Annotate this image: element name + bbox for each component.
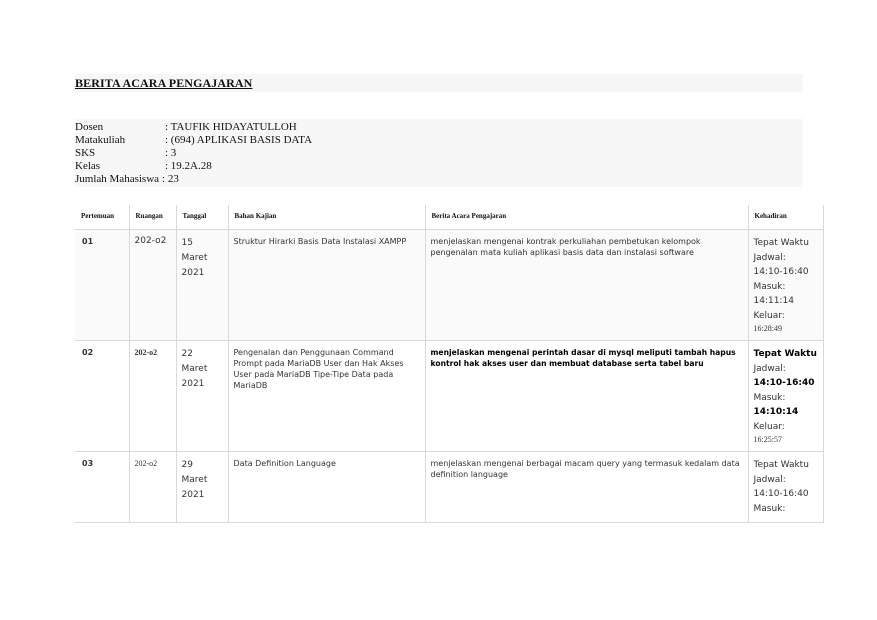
info-row-kelas — [75, 160, 312, 173]
cell-ruangan: 202-o2 — [129, 452, 176, 523]
matakuliah-value: : (694) APLIKASI BASIS DATA — [165, 134, 313, 146]
cell-kehadiran — [748, 452, 823, 523]
cell-berita-acara: menjelaskan mengenai kontrak perkuliahan pembetukan kelompok pengenalan mata kuliah aplikasi basis data dan instalasi software — [425, 230, 748, 341]
matakuliah-label: Matakuliah — [75, 134, 126, 146]
kehadiran-jadwal: 14:10-16:40 — [753, 489, 809, 499]
dosen-label: Dosen — [75, 121, 104, 133]
table-row — [75, 452, 823, 523]
tanggal-year: 2021 — [181, 490, 205, 500]
jumlah-label: Jumlah Mahasiswa — [75, 173, 160, 185]
cell-tanggal — [176, 230, 228, 341]
cell-ruangan: 202-o2 — [129, 230, 176, 341]
cell-tanggal — [176, 452, 228, 523]
tanggal-day: 29 — [181, 460, 193, 470]
table-row — [75, 230, 823, 341]
tanggal-month: Maret — [181, 253, 208, 263]
page-title: BERITA ACARA PENGAJARAN — [75, 76, 253, 90]
cell-pertemuan: 03 — [75, 452, 129, 523]
tanggal-day: 22 — [181, 349, 193, 359]
cell-berita-acara: menjelaskan mengenai berbagai macam query yang termasuk kedalam data definition language — [425, 452, 748, 523]
tanggal-year: 2021 — [181, 268, 205, 278]
kehadiran-jadwal-label: Jadwal: — [753, 252, 786, 263]
kehadiran-keluar-label: Keluar: — [753, 421, 785, 432]
kehadiran-jadwal: 14:10-16:40 — [753, 378, 815, 388]
cell-ruangan: 202-o2 — [129, 341, 176, 452]
table-header-row — [75, 205, 823, 230]
kehadiran-jadwal-label: Jadwal: — [753, 474, 786, 485]
cell-bahan-kajian: Pengenalan dan Penggunaan Command Prompt pada MariaDB User dan Hak Akses User pada MariaDB Tipe-Tipe Data pada MariaDB — [228, 341, 425, 452]
kehadiran-masuk-label: Masuk: — [753, 281, 786, 292]
cell-bahan-kajian: Data Definition Language — [228, 452, 425, 523]
table-row — [75, 341, 823, 452]
kehadiran-status: Tepat Waktu — [753, 238, 809, 248]
info-row-jumlah — [75, 173, 312, 186]
header-berita-acara: Berita Acara Pengajaran — [425, 205, 748, 230]
cell-pertemuan: 02 — [75, 341, 129, 452]
kelas-label: Kelas — [75, 160, 101, 172]
kehadiran-keluar: 16:28:49 — [753, 324, 782, 333]
attendance-table — [75, 205, 824, 523]
kehadiran-masuk-label: Masuk: — [753, 392, 786, 403]
kehadiran-masuk: 14:10:14 — [753, 407, 799, 417]
course-info — [75, 121, 312, 186]
sks-value: : 3 — [165, 147, 177, 159]
header-pertemuan: Pertemuan — [75, 205, 129, 230]
kehadiran-jadwal-label: Jadwal: — [753, 363, 786, 374]
cell-berita-acara: menjelaskan mengenai perintah dasar di mysql meliputi tambah hapus kontrol hak akses user dan membuat database serta tabel baru — [425, 341, 748, 452]
header-ruangan: Ruangan — [129, 205, 176, 230]
cell-kehadiran — [748, 230, 823, 341]
cell-tanggal — [176, 341, 228, 452]
sks-label: SKS — [75, 147, 96, 159]
info-row-sks — [75, 147, 312, 160]
tanggal-month: Maret — [181, 364, 208, 374]
kehadiran-keluar: 16:25:57 — [753, 435, 782, 444]
dosen-value: : TAUFIK HIDAYATULLOH — [165, 121, 297, 133]
kehadiran-status: Tepat Waktu — [753, 349, 817, 359]
kehadiran-masuk: 14:11:14 — [753, 296, 794, 306]
tanggal-year: 2021 — [181, 379, 205, 389]
kehadiran-keluar-label: Keluar: — [753, 310, 785, 321]
kelas-value: : 19.2A.28 — [165, 160, 212, 172]
cell-bahan-kajian: Struktur Hirarki Basis Data Instalasi XAMPP — [228, 230, 425, 341]
cell-kehadiran — [748, 341, 823, 452]
kehadiran-masuk-label: Masuk: — [753, 503, 786, 514]
cell-pertemuan: 01 — [75, 230, 129, 341]
tanggal-month: Maret — [181, 475, 208, 485]
jumlah-value: : 23 — [162, 173, 179, 185]
kehadiran-status: Tepat Waktu — [753, 460, 809, 470]
tanggal-day: 15 — [181, 238, 193, 248]
kehadiran-jadwal: 14:10-16:40 — [753, 267, 809, 277]
info-row-matakuliah — [75, 134, 312, 147]
info-row-dosen — [75, 121, 312, 134]
header-kehadiran: Kehadiran — [748, 205, 823, 230]
header-tanggal: Tanggal — [176, 205, 228, 230]
header-bahan-kajian: Bahan Kajian — [228, 205, 425, 230]
